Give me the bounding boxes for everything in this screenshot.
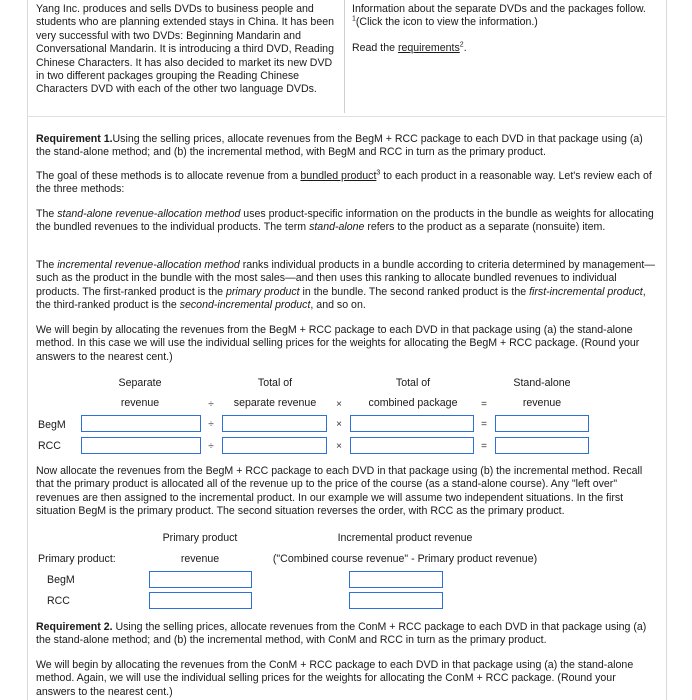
incremental-text-3: in the bundle. The second ranked product is the [299, 285, 530, 298]
requirement-2-text: Using the selling prices, allocate revenues from the ConM + RCC package to each DVD in that package using (a) the stand-alone method; and (b) the incremental method, with ConM and RCC in turn as the primary product. [36, 621, 647, 647]
incremental-b-text: Now allocate the revenues from the BegM + RCC package to each DVD in that package using (b) the incremental method. Recall that the primary product is allocated all of the revenue up to the price of the course (as a stand-alone course). Any "left over" revenues are then assigned to the incremental product. In our example we will assume two independent situations. In the first situation BegM is the primary product. The second situation reverses the order, with RCC as the primary product. [36, 465, 643, 518]
standalone-text-1: The [36, 208, 58, 220]
begm-total-separate-input[interactable] [222, 415, 327, 432]
divide-operator: ÷ [208, 399, 214, 410]
read-suffix: . [463, 41, 467, 54]
rcc-primary-revenue-input[interactable] [149, 592, 252, 609]
begin-2a-paragraph [36, 659, 656, 699]
incremental-b-paragraph [36, 465, 656, 519]
vertical-divider [344, 0, 345, 113]
primary-product-row-header: Primary product: [38, 553, 116, 565]
requirement-1-title: Requirement 1. [36, 133, 113, 145]
info-text: Information about the separate DVDs and the packages follow. [352, 3, 646, 15]
goal-paragraph [36, 170, 656, 197]
goal-prefix: The goal of these methods is to allocate revenue from a [36, 170, 301, 182]
bundled-product-sup[interactable]: 3 [376, 169, 381, 177]
begm-standalone-revenue-input[interactable] [495, 415, 589, 432]
header-separate: Separate [118, 377, 162, 389]
section-divider [27, 116, 665, 117]
row-label-rcc-primary: RCC [47, 595, 70, 607]
incremental-paragraph [36, 259, 656, 313]
requirements-link[interactable]: requirements [397, 41, 460, 54]
divide-operator: ÷ [208, 441, 214, 452]
bundled-product-link[interactable]: bundled product [300, 170, 377, 182]
row-label-rcc: RCC [38, 440, 61, 452]
begm-separate-revenue-input[interactable] [81, 415, 201, 432]
header-separate-revenue-total: separate revenue [233, 397, 317, 409]
read-prefix: Read the [352, 41, 398, 54]
second-incremental-term: second-incremental product [179, 299, 311, 312]
standalone-term-2: stand-alone [309, 221, 365, 234]
requirement-2 [36, 621, 656, 648]
rcc-standalone-revenue-input[interactable] [495, 437, 589, 454]
header-primary-product: Primary product [162, 532, 238, 544]
equals-operator: = [481, 399, 487, 410]
begm-primary-revenue-input[interactable] [149, 571, 252, 588]
header-total-of-separate: Total of [257, 377, 293, 389]
divide-operator: ÷ [208, 419, 214, 430]
begin-a-text: We will begin by allocating the revenues from the BegM + RCC package to each DVD in that package using (a) the stand-alone method. In this case we will use the individual selling prices for the weights for allocating the BegM + RCC package. (Round your answers to the nearest cent.) [36, 324, 640, 363]
problem-description [36, 3, 338, 97]
requirement-1 [36, 133, 656, 160]
begin-a-paragraph [36, 324, 656, 364]
header-incremental-formula: ("Combined course revenue" - Primary product revenue) [272, 553, 538, 565]
header-total-of-combined: Total of [395, 377, 431, 389]
row-label-begm-primary: BegM [47, 574, 75, 586]
incremental-text-4: , the third-ranked product is the [36, 285, 646, 312]
rcc-combined-package-input[interactable] [350, 437, 474, 454]
info-line [352, 3, 662, 16]
problem-text: Yang Inc. produces and sells DVDs to business people and students who are planning extended stays in China. It has been very successful with two DVDs: Beginning Mandarin and Conversational Mandarin. It is introducing a third DVD, Reading Chinese Characters. It has also decided to market its new DVD in two different packages grouping the Reading Chinese Characters DVD with each of the other two language DVDs. [36, 3, 335, 96]
standalone-paragraph [36, 208, 656, 235]
row-label-begm: BegM [38, 419, 66, 431]
equals-operator: = [481, 441, 487, 452]
click-icon-text: (Click the icon to view the information.) [355, 16, 538, 29]
standalone-text-3: refers to the product as a separate (nonsuite) item. [364, 221, 606, 234]
incremental-text-5: , and so on. [310, 299, 366, 312]
info-panel [352, 3, 662, 55]
header-standalone: Stand-alone [513, 377, 571, 389]
read-requirements-line [352, 42, 662, 55]
header-combined-package: combined package [368, 397, 458, 409]
equals-operator: = [481, 419, 487, 430]
multiply-operator: × [336, 399, 342, 410]
header-separate-revenue: revenue [120, 397, 160, 409]
standalone-term: stand-alone revenue-allocation method [57, 208, 241, 220]
click-icon-line[interactable] [352, 16, 662, 29]
multiply-operator: × [336, 419, 342, 430]
begm-incremental-revenue-input[interactable] [349, 571, 443, 588]
rcc-incremental-revenue-input[interactable] [349, 592, 443, 609]
primary-product-term: primary product [226, 285, 300, 298]
rcc-total-separate-input[interactable] [222, 437, 327, 454]
incremental-text-2: ranks individual products in a bundle according to criteria determined by management—such as the product in the bundle with the most sales—and then uses this ranking to allocate bundled revenues to individual products. The first-ranked product is the [36, 259, 655, 298]
incremental-term: incremental revenue-allocation method [57, 259, 240, 271]
requirement-2-title: Requirement 2. [36, 621, 113, 633]
goal-suffix: to each product in a reasonable way. Let's review each of the three methods: [36, 170, 652, 196]
info-icon[interactable]: 1 [352, 15, 356, 23]
first-incremental-term: first-incremental product [529, 285, 643, 298]
header-standalone-revenue: revenue [522, 397, 562, 409]
rcc-separate-revenue-input[interactable] [81, 437, 201, 454]
incremental-text-1: The [36, 259, 58, 271]
header-primary-revenue: revenue [180, 553, 220, 565]
requirements-sup[interactable]: 2 [459, 41, 464, 49]
header-incremental-product-revenue: Incremental product revenue [337, 532, 473, 544]
requirement-1-text: Using the selling prices, allocate revenues from the BegM + RCC package to each DVD in that package using (a) the stand-alone method; and (b) the incremental method, with BegM and RCC in turn as the primary product. [36, 133, 643, 159]
standalone-text-2: uses product-specific information on the products in the bundle as weights for allocating the bundled revenues to the individual products. The term [36, 208, 654, 234]
multiply-operator: × [336, 441, 342, 452]
begm-combined-package-input[interactable] [350, 415, 474, 432]
begin-2a-text: We will begin by allocating the revenues from the ConM + RCC package to each DVD in that package using (a) the stand-alone method. Again, we will use the individual selling prices for the weights for allocating the ConM + RCC package. (Round your answers to the nearest cent.) [36, 659, 634, 698]
